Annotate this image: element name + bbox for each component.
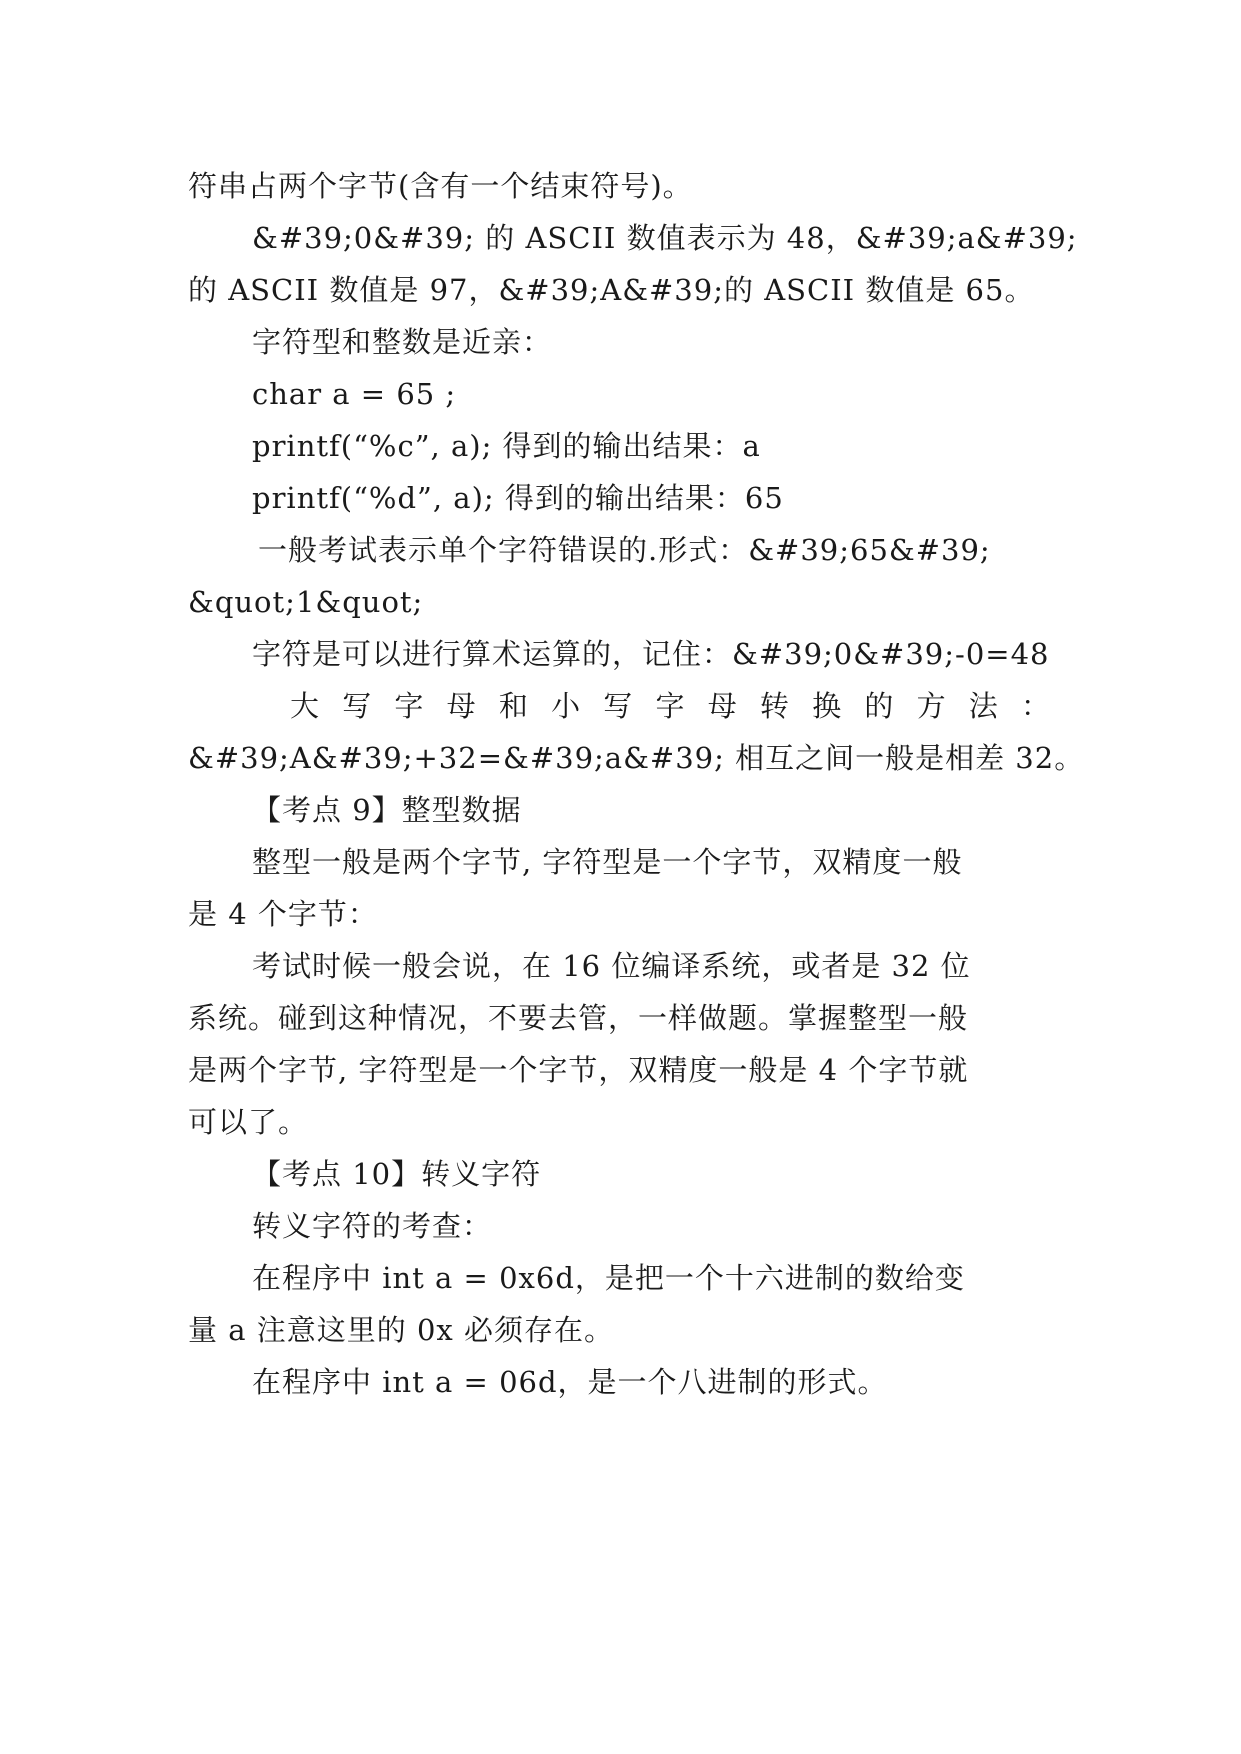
paragraph-line: 可以了。 — [188, 1105, 309, 1139]
paragraph-line: 量 a 注意这里的 0x 必须存在。 — [188, 1313, 614, 1347]
paragraph-line: &#39;0&#39; 的 ASCII 数值表示为 48，&#39;a&#39; — [252, 221, 1078, 255]
paragraph-line: 系统。碰到这种情况，不要去管，一样做题。掌握整型一般 — [188, 1001, 969, 1035]
paragraph-line: &quot;1&quot; — [188, 585, 424, 619]
code-line: printf(“%d”, a); 得到的输出结果：65 — [252, 481, 784, 515]
paragraph-line: &#39;A&#39;+32=&#39;a&#39; 相互之间一般是相差 32。 — [188, 741, 1085, 775]
paragraph-line: 在程序中 int a = 0x6d，是把一个十六进制的数给变 — [252, 1261, 965, 1295]
paragraph-line: 的 ASCII 数值是 97，&#39;A&#39;的 ASCII 数值是 65。 — [188, 273, 1035, 307]
paragraph-line: 在程序中 int a = 06d，是一个八进制的形式。 — [252, 1365, 888, 1399]
paragraph-line: 是 4 个字节： — [188, 897, 378, 931]
paragraph-line: 考试时候一般会说，在 16 位编译系统，或者是 32 位 — [252, 949, 971, 983]
paragraph-line: 是两个字节, 字符型是一个字节，双精度一般是 4 个字节就 — [188, 1053, 969, 1087]
paragraph-line: 整型一般是两个字节, 字符型是一个字节，双精度一般 — [252, 845, 963, 879]
paragraph-line: 符串占两个字节(含有一个结束符号)。 — [188, 169, 693, 203]
paragraph-line: 转义字符的考查： — [252, 1209, 493, 1243]
section-heading: 【考点 10】转义字符 — [252, 1157, 542, 1191]
code-line: printf(“%c”, a); 得到的输出结果：a — [252, 429, 761, 463]
paragraph-line: 字符型和整数是近亲： — [252, 325, 553, 359]
code-line: char a = 65 ; — [252, 377, 457, 411]
paragraph-line: 大 写 字 母 和 小 写 字 母 转 换 的 方 法 ： — [290, 689, 1050, 723]
paragraph-line: 一般考试表示单个字符错误的.形式：&#39;65&#39; — [258, 533, 991, 567]
section-heading: 【考点 9】整型数据 — [252, 793, 522, 827]
paragraph-line: 字符是可以进行算术运算的，记住：&#39;0&#39;-0=48 — [252, 637, 1050, 671]
